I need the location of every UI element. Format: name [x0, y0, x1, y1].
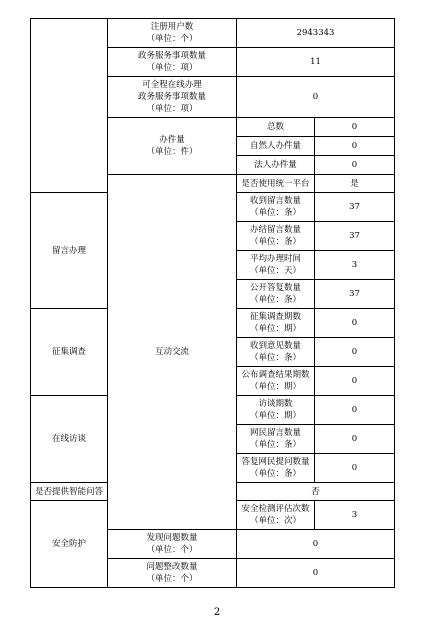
sub-value: 0: [315, 309, 395, 338]
sub-value: 0: [315, 425, 395, 454]
sub-label: 自然人办件量: [237, 137, 315, 156]
page-number: 2: [213, 607, 221, 618]
section-label: 互动交流: [108, 175, 237, 530]
row-label: 是否提供智能问答: [31, 483, 108, 501]
sub-value: 0: [315, 137, 395, 156]
row-value: 0: [237, 77, 395, 118]
sub-label: 公开答复数量 （单位：条）: [237, 280, 315, 309]
sub-label: 法人办件量: [237, 156, 315, 175]
sub-value: 0: [315, 118, 395, 137]
row-value: 0: [237, 530, 395, 559]
row-label: 问题整改数量 （单位：个）: [108, 559, 237, 588]
sub-label: 收到留言数量 （单位：条）: [237, 193, 315, 222]
row-value: 否: [237, 483, 395, 501]
row-label: 发现问题数量 （单位：个）: [108, 530, 237, 559]
sub-value: 3: [315, 251, 395, 280]
statistics-table: [30, 18, 395, 588]
group-label: 征集调查: [31, 309, 108, 396]
row-value: 3: [315, 501, 395, 530]
sub-value: 0: [315, 396, 395, 425]
sub-value: 0: [315, 338, 395, 367]
sub-label: 收到意见数量 （单位：条）: [237, 338, 315, 367]
section-label: 安全防护: [31, 501, 108, 588]
sub-label: 公布调查结果期数 （单位：期）: [237, 367, 315, 396]
row-label: 可全程在线办理 政务服务事项数量 （单位：项）: [108, 77, 237, 118]
sub-label: 访谈期数 （单位：期）: [237, 396, 315, 425]
row-label: 注册用户数 （单位：个）: [108, 19, 237, 48]
sub-value: 37: [315, 222, 395, 251]
blank-section-cell: [31, 19, 108, 193]
table-row: [31, 19, 395, 48]
sub-label: 平均办理时间 （单位：天）: [237, 251, 315, 280]
sub-value: 0: [315, 454, 395, 483]
sub-label: 总数: [237, 118, 315, 137]
sub-value: 37: [315, 193, 395, 222]
row-label: 是否使用统一平台: [237, 175, 315, 193]
row-value: 是: [315, 175, 395, 193]
group-label: 在线访谈: [31, 396, 108, 483]
row-value: 2943343: [237, 19, 395, 48]
sub-value: 0: [315, 367, 395, 396]
row-label: 政务服务事项数量 （单位：项）: [108, 48, 237, 77]
sub-label: 征集调查期数 （单位：期）: [237, 309, 315, 338]
sub-label: 办结留言数量 （单位：条）: [237, 222, 315, 251]
sub-value: 0: [315, 156, 395, 175]
row-label: 安全检测评估次数 （单位：次）: [237, 501, 315, 530]
sub-label: 答复网民提问数量 （单位：条）: [237, 454, 315, 483]
sub-label: 网民留言数量 （单位：条）: [237, 425, 315, 454]
row-label: 办件量 （单位：件）: [108, 118, 237, 175]
row-value: 11: [237, 48, 395, 77]
group-label: 留言办理: [31, 193, 108, 309]
row-value: 0: [237, 559, 395, 588]
sub-value: 37: [315, 280, 395, 309]
